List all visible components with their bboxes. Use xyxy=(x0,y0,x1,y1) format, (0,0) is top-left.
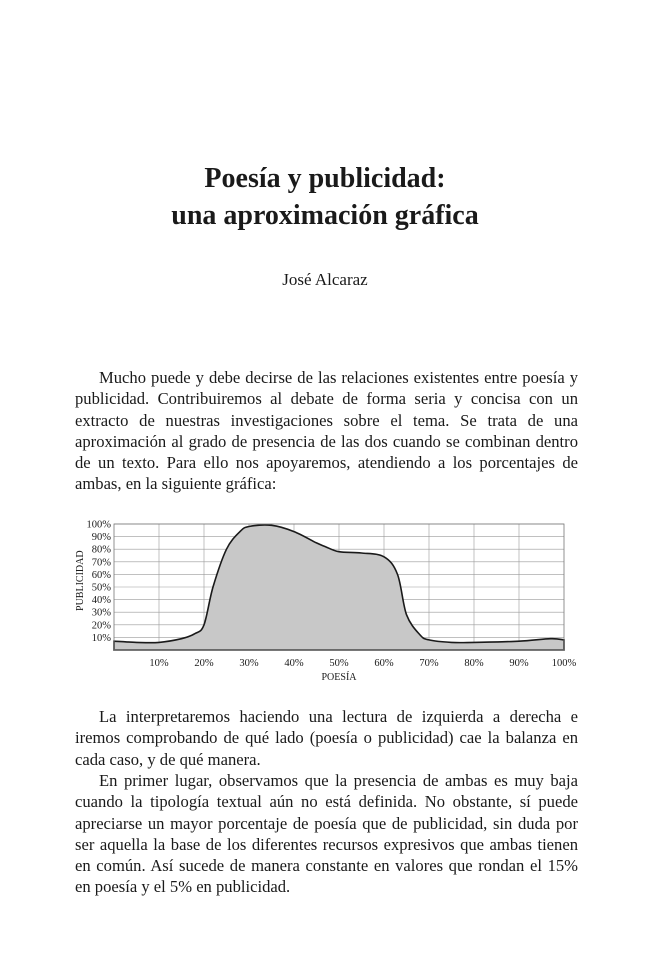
y-tick-label: 80% xyxy=(91,544,111,556)
y-axis-ticks xyxy=(87,520,112,644)
x-tick-label: 70% xyxy=(419,658,439,669)
paragraph-reading-text: La interpretaremos haciendo una lectura de izquierda a derecha e iremos comprobando de qué lado (poesía o publicidad) cae la balanza en cada caso, y de qué manera. xyxy=(75,707,578,769)
x-tick-label: 40% xyxy=(284,658,304,669)
x-tick-label: 90% xyxy=(509,658,529,669)
y-tick-label: 20% xyxy=(91,620,111,632)
paragraph-intro xyxy=(75,367,578,495)
chart xyxy=(70,515,585,690)
x-axis-label: POESÍA xyxy=(321,672,357,683)
x-tick-label: 30% xyxy=(239,658,259,669)
paragraph-reading xyxy=(75,706,578,770)
x-tick-label: 80% xyxy=(464,658,484,669)
y-axis-label: PUBLICIDAD xyxy=(75,550,86,611)
x-axis-ticks xyxy=(149,658,576,669)
y-tick-label: 90% xyxy=(91,532,111,544)
paper-title xyxy=(0,160,650,234)
y-tick-label: 30% xyxy=(91,607,111,619)
y-tick-label: 50% xyxy=(91,582,111,594)
y-tick-label: 70% xyxy=(91,557,111,569)
x-tick-label: 20% xyxy=(194,658,214,669)
x-tick-label: 10% xyxy=(149,658,169,669)
paragraph-analysis xyxy=(75,770,578,898)
title-line-2: una aproximación gráfica xyxy=(171,200,479,231)
y-tick-label: 100% xyxy=(86,519,111,531)
y-tick-label: 40% xyxy=(91,595,111,607)
x-tick-label: 50% xyxy=(329,658,349,669)
y-tick-label: 10% xyxy=(91,632,111,644)
title-line-1: Poesía y publicidad: xyxy=(204,163,446,194)
paragraph-analysis-text: En primer lugar, observamos que la presencia de ambas es muy baja cuando la tipología textual aún no está definida. No obstante, sí puede apreciarse un mayor porcentaje de poesía que de publicidad, sin duda por ser aquella la base de los diferentes recursos expresivos que ambas tienen en común. Así sucede de manera constante en valores que rondan el 15% en poesía y el 5% en publicidad. xyxy=(75,771,578,897)
y-tick-label: 60% xyxy=(91,569,111,581)
author-name: José Alcaraz xyxy=(282,270,368,289)
paragraph-intro-text: Mucho puede y debe decirse de las relaciones existentes entre poesía y publicidad. Contribuiremos al debate de forma seria y concisa con un extracto de nuestras investigaciones sobre el tema. Se trata de una aproximación al grado de presencia de las dos cuando se combinan dentro de un texto. Para ello nos apoyaremos, atendiendo a los porcentajes de ambas, en la siguiente gráfica: xyxy=(75,368,578,494)
x-tick-label: 100% xyxy=(551,658,577,669)
x-tick-label: 60% xyxy=(374,658,394,669)
